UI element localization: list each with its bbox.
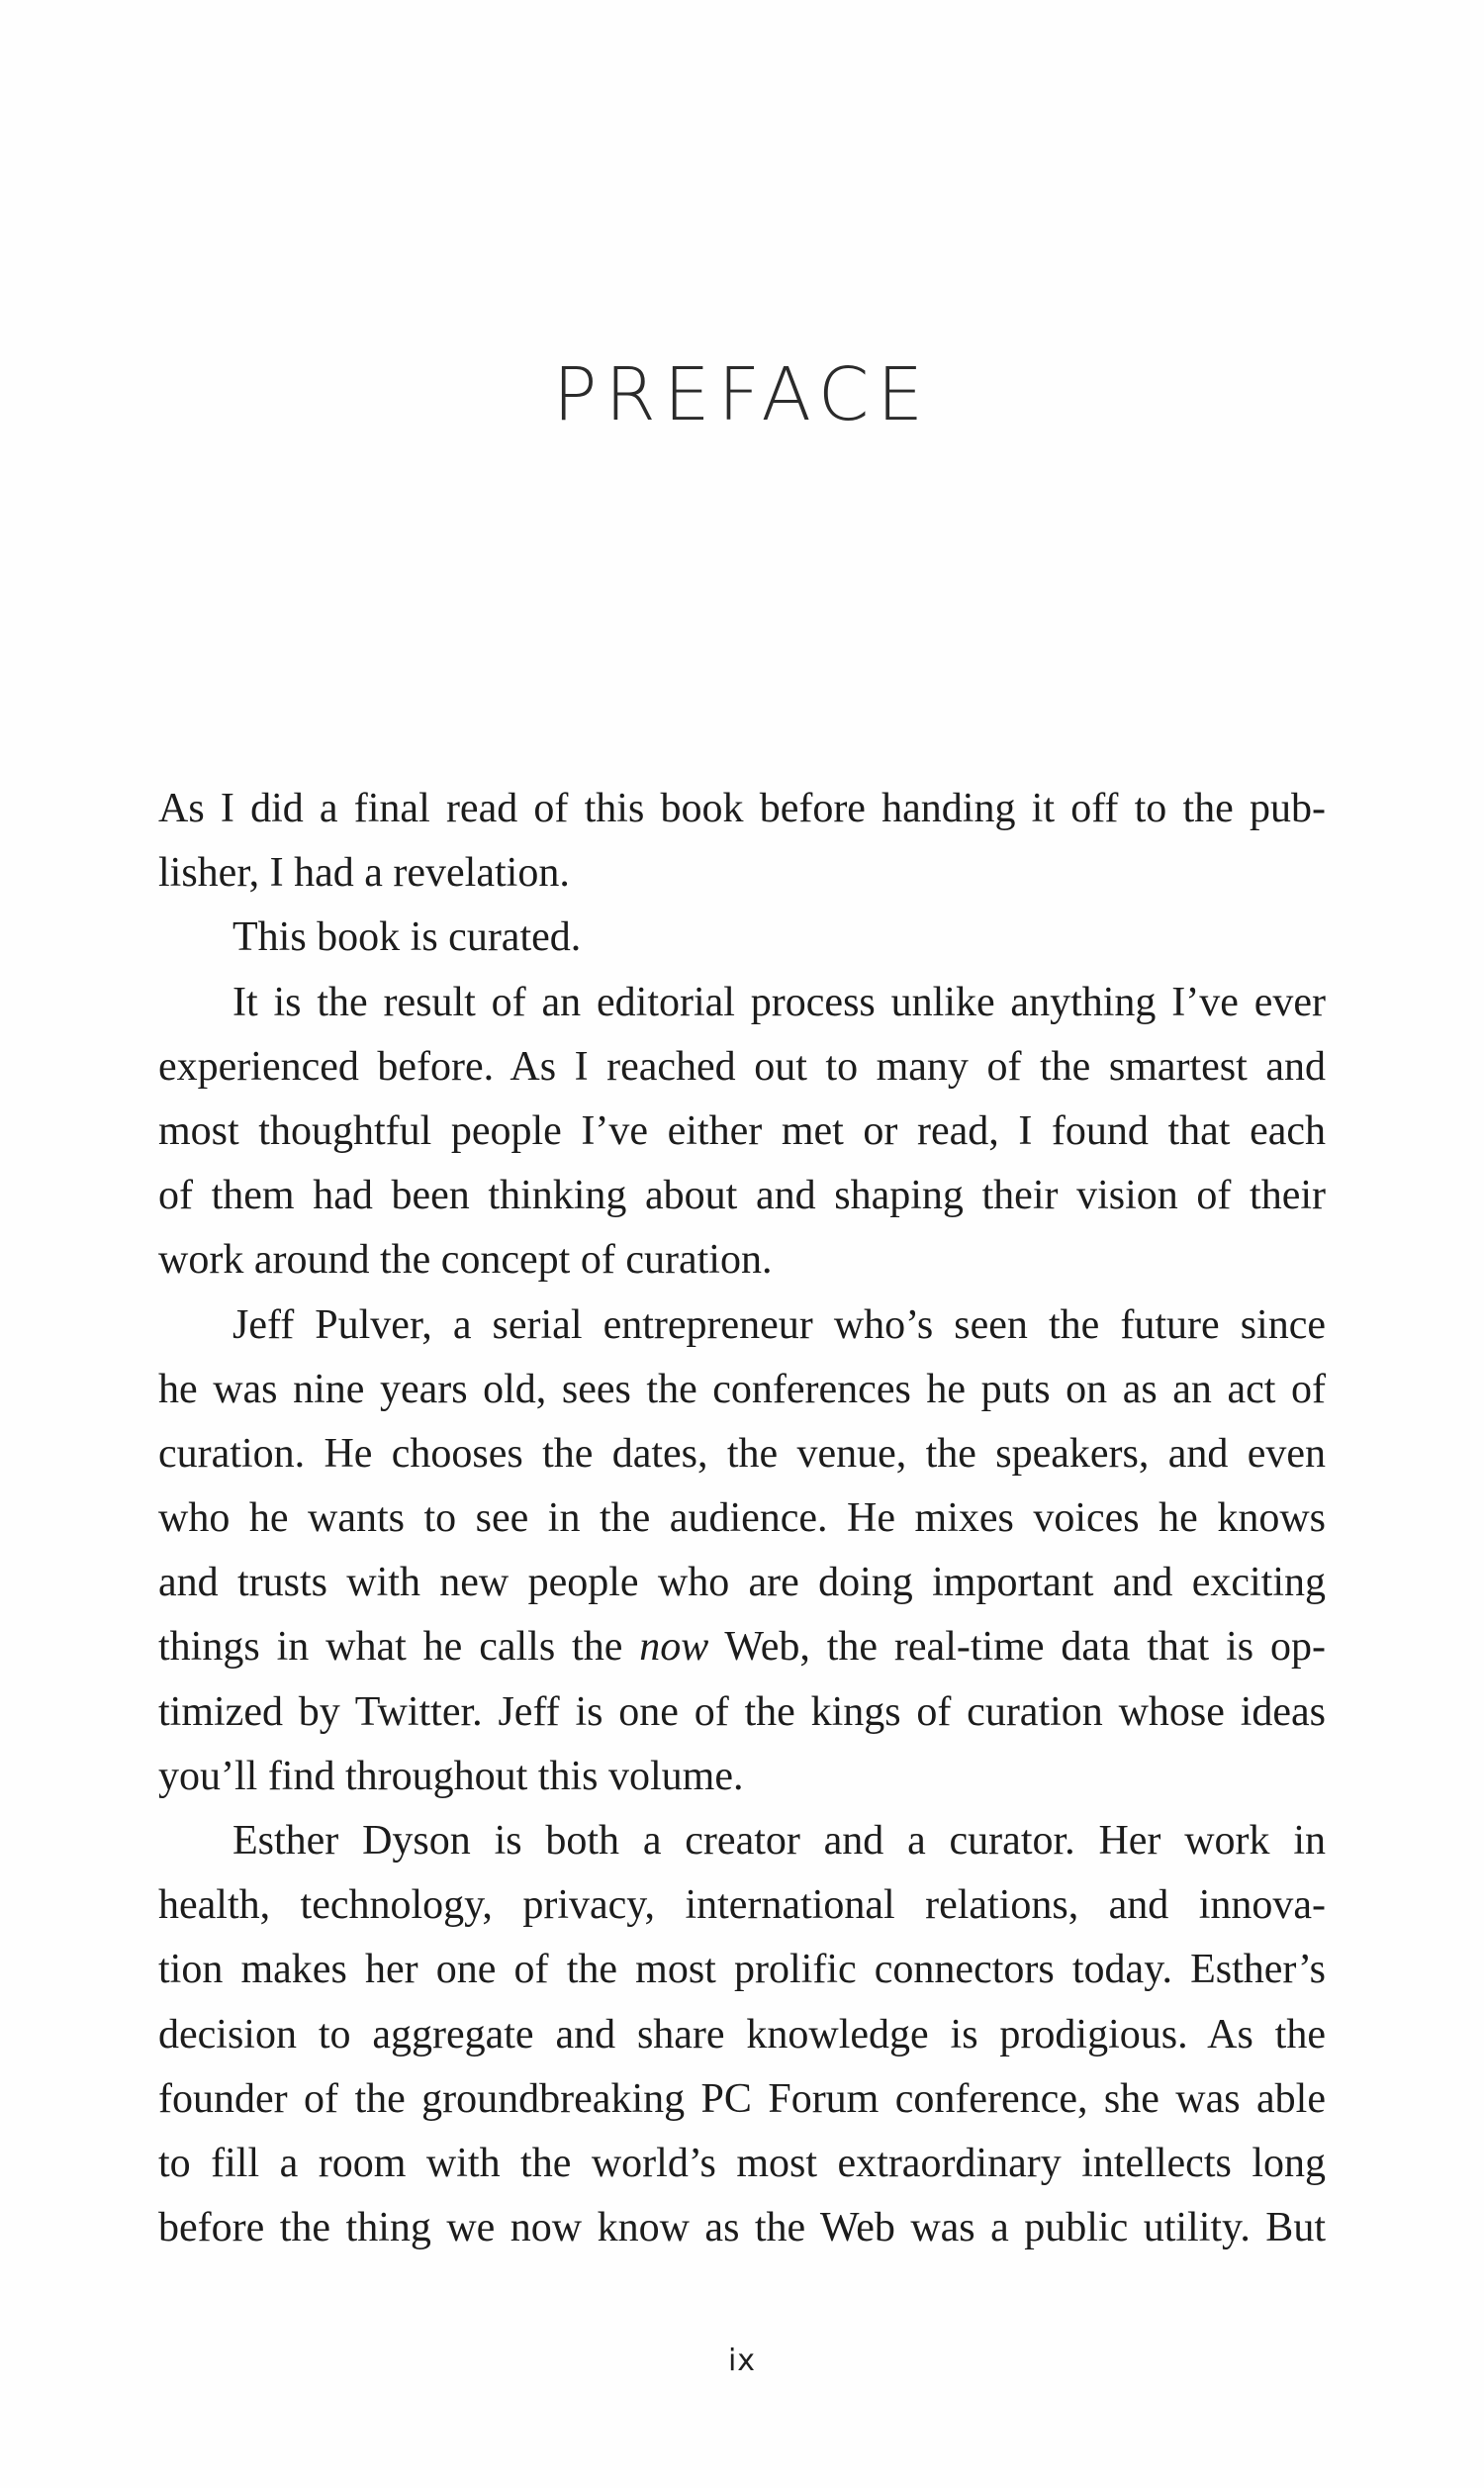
text-line: health, technology, privacy, international relations, and innova- bbox=[158, 1882, 1326, 1929]
text-line: Esther Dyson is both a creator and a curator. Her work in bbox=[232, 1818, 1326, 1864]
chapter-title: PREFACE bbox=[552, 352, 932, 437]
text-line: who he wants to see in the audience. He mixes voices he knows bbox=[158, 1495, 1326, 1542]
text-line: work around the concept of curation. bbox=[158, 1237, 773, 1284]
body-text bbox=[158, 777, 1326, 2260]
text-fragment: Web, the real-time data that is op- bbox=[708, 1624, 1326, 1671]
text-line: founder of the groundbreaking PC Forum conference, she was able bbox=[158, 2075, 1326, 2122]
text-line: This book is curated. bbox=[232, 914, 582, 961]
text-line: curation. He chooses the dates, the venue, the speakers, and even bbox=[158, 1430, 1326, 1477]
text-line: he was nine years old, sees the conferences he puts on as an act of bbox=[158, 1366, 1326, 1412]
text-fragment: things in what he calls the bbox=[158, 1624, 640, 1671]
text-line: timized by Twitter. Jeff is one of the kings of curation whose ideas bbox=[158, 1688, 1326, 1735]
text-line: It is the result of an editorial process unlike anything I’ve ever bbox=[232, 979, 1326, 1025]
text-line: decision to aggregate and share knowledge is prodigious. As the bbox=[158, 2011, 1326, 2057]
text-line: you’ll find throughout this volume. bbox=[158, 1753, 744, 1799]
paragraph bbox=[158, 777, 1326, 906]
text-line: Jeff Pulver, a serial entrepreneur who’s seen the future since bbox=[232, 1301, 1326, 1348]
italic-word: now bbox=[639, 1624, 709, 1671]
text-line: lisher, I had a revelation. bbox=[158, 850, 570, 897]
text-line: As I did a final read of this book before handing it off to the pub- bbox=[158, 786, 1326, 831]
text-line: before the thing we now know as the Web was a public utility. But bbox=[158, 2205, 1326, 2251]
text-line: of them had been thinking about and shaping their vision of their bbox=[158, 1173, 1326, 1219]
text-line: to fill a room with the world’s most extraordinary intellects long bbox=[158, 2140, 1326, 2186]
paragraph bbox=[158, 1293, 1326, 1810]
text-line: most thoughtful people I’ve either met or read, I found that each bbox=[158, 1107, 1326, 1154]
text-line: tion makes her one of the most prolific connectors today. Esther’s bbox=[158, 1947, 1326, 1993]
paragraph bbox=[158, 971, 1326, 1293]
text-line: experienced before. As I reached out to many of the smartest and bbox=[158, 1043, 1326, 1090]
page-number: ix bbox=[727, 2344, 757, 2378]
paragraph bbox=[158, 906, 1326, 970]
text-line: and trusts with new people who are doing important and exciting bbox=[158, 1560, 1326, 1606]
paragraph bbox=[158, 1809, 1326, 2260]
text-line-with-italic bbox=[158, 1615, 1326, 1679]
